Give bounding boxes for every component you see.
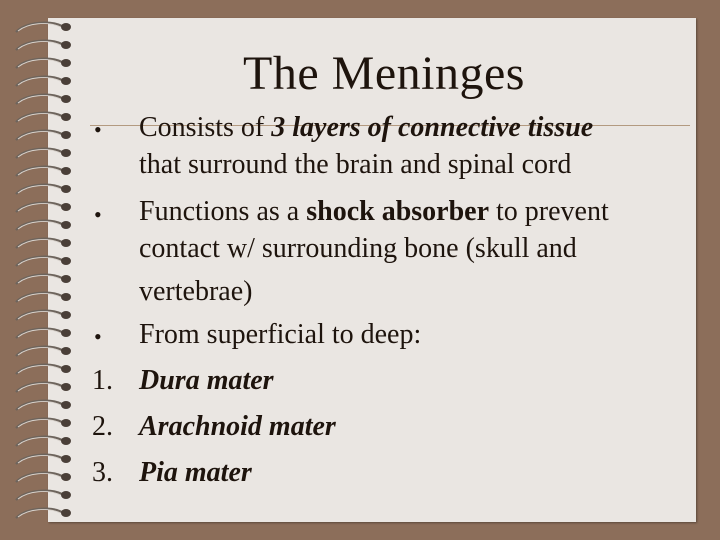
layer-arachnoid-mater: Arachnoid mater [139,411,336,442]
layer-dura-mater: Dura mater [139,365,274,396]
bullet-2-line-3: vertebrae) [139,276,253,307]
emphasis-three-layers: 3 layers of connective tissue [271,112,594,143]
layer-number: 2. [92,411,113,442]
bullet-marker: • [94,202,102,227]
bullet-2-line-2: contact w/ surrounding bone (skull and [139,233,577,264]
bullet-3-line-1: From superficial to deep: [139,319,422,350]
bullet-2-line-1: Functions as a shock absorber to prevent [139,196,609,227]
bullet-1-line-2: that surround the brain and spinal cord [139,149,572,180]
layer-number: 3. [92,457,113,488]
bullet-marker: • [94,117,102,142]
bullet-1-line-1: Consists of 3 layers of connective tissue [139,112,594,143]
slide-title: The Meninges [243,47,525,100]
bullet-marker: • [94,324,102,349]
layer-number: 1. [92,365,113,396]
layer-pia-mater: Pia mater [139,457,252,488]
emphasis-shock-absorber: shock absorber [306,196,490,227]
